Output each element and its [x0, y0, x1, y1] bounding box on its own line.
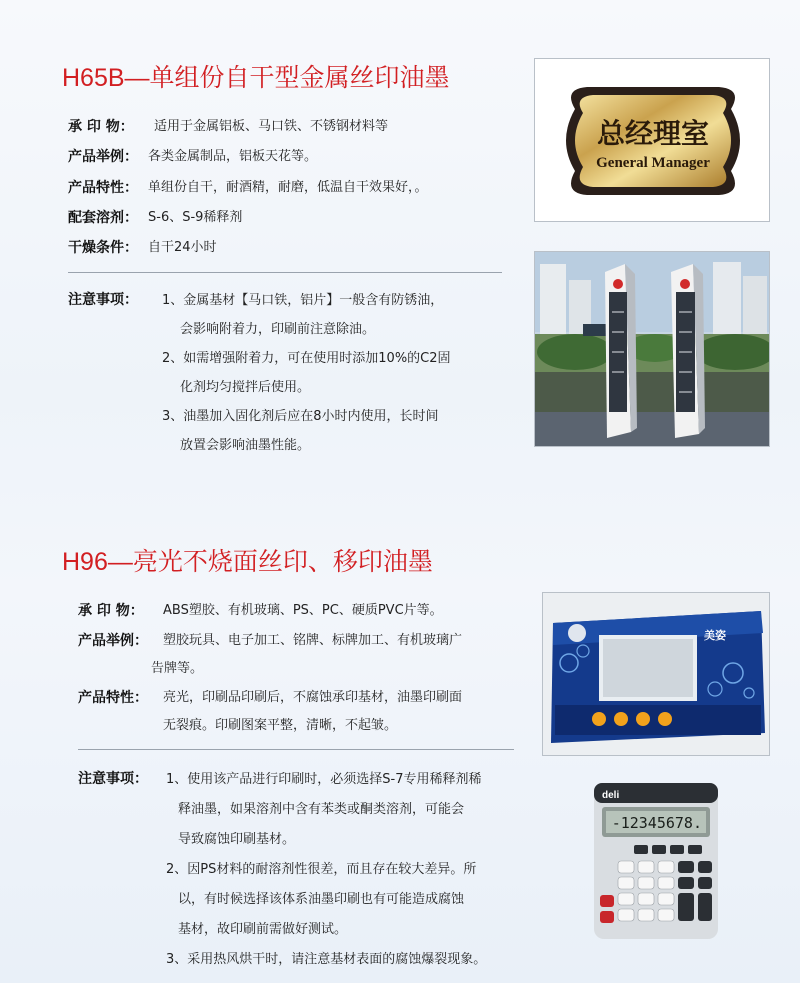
spec-row-properties [78, 688, 462, 736]
spec-value: ABS塑胶、有机玻璃、PS、PC、硬质PVC片等。 [163, 603, 443, 618]
section2-notes-label: 注意事项： [78, 771, 148, 787]
plaque-text-en: General Manager [596, 155, 710, 171]
spec-row-drying [68, 238, 217, 258]
spec-value: 亮光，印刷品印刷后，不腐蚀承印基材，油墨印刷面 [163, 690, 463, 705]
plaque-text-cn: 总经理室 [596, 117, 710, 150]
spec-label: 产品举例： [68, 149, 138, 165]
spec-row-examples [68, 147, 317, 167]
spec-label: 干燥条件： [68, 240, 138, 256]
calculator-photo [542, 779, 770, 943]
calculator-brand-text: deli [602, 790, 620, 801]
spec-row-properties [68, 178, 428, 198]
signage-photo [534, 251, 770, 447]
spec-label: 承 印 物： [68, 119, 134, 135]
spec-value: 自干24小时 [148, 240, 217, 255]
note-line: 以，有时候选择该体系油墨印刷也有可能造成腐蚀 [178, 892, 465, 907]
spec-value: 适用于金属铝板、马口铁、不锈钢材料等 [154, 119, 389, 134]
note-line: 2、如需增强附着力，可在使用时添加10%的C2固 [162, 351, 451, 366]
plaque-photo [534, 58, 770, 222]
section1-title: H65B—单组份自干型金属丝印油墨 [62, 64, 450, 92]
spec-row-examples [78, 631, 462, 679]
note-line: 1、使用该产品进行印刷时，必须选择S-7专用稀释剂稀 [166, 772, 482, 787]
spec-label: 承 印 物： [78, 603, 144, 619]
section2-divider [78, 749, 514, 750]
spec-label: 配套溶剂： [68, 210, 138, 226]
note-line: 释油墨，如果溶剂中含有苯类或酮类溶剂，可能会 [178, 802, 465, 817]
spec-value: 各类金属制品，铝板天花等。 [148, 149, 318, 164]
note-line: 3、油墨加入固化剂后应在8小时内使用，长时间 [162, 409, 439, 424]
panel-brand-text: 美姿 [704, 629, 726, 642]
spec-row-substrate [68, 117, 388, 137]
section2-title: H96—亮光不烧面丝印、移印油墨 [62, 548, 433, 576]
section1-notes-label: 注意事项： [68, 292, 138, 308]
note-line: 化剂均匀搅拌后使用。 [180, 380, 311, 395]
spec-value: 塑胶玩具、电子加工、铭牌、标牌加工、有机玻璃广 [163, 633, 463, 648]
spec-label: 产品特性： [78, 690, 148, 706]
section1-notes [162, 286, 451, 460]
spec-label: 产品举例： [78, 633, 148, 649]
control-panel-photo [542, 592, 770, 756]
calculator-display-text: -12345678. [611, 814, 702, 832]
note-line: 放置会影响油墨性能。 [180, 438, 311, 453]
note-line: 导致腐蚀印刷基材。 [178, 832, 296, 847]
section1-divider [68, 272, 502, 273]
note-line: 基材，故印刷前需做好测试。 [178, 922, 348, 937]
spec-row-substrate [78, 601, 443, 621]
note-line: 会影响附着力，印刷前注意除油。 [180, 322, 376, 337]
spec-row-solvent [68, 208, 242, 228]
note-line: 1、金属基材【马口铁，铝片】一般含有防锈油， [162, 293, 444, 308]
spec-label: 产品特性： [68, 180, 138, 196]
spec-value-cont: 告牌等。 [151, 661, 204, 676]
spec-value-cont: 无裂痕。印刷图案平整，清晰，不起皱。 [163, 718, 398, 733]
section2-notes [166, 765, 486, 975]
note-line: 2、因PS材料的耐溶剂性很差，而且存在较大差异。所 [166, 862, 477, 877]
note-line: 3、采用热风烘干时，请注意基材表面的腐蚀爆裂现象。 [166, 952, 487, 967]
spec-value: S-6、S-9稀释剂 [148, 210, 243, 225]
spec-value: 单组份自干，耐酒精，耐磨，低温自干效果好，。 [148, 180, 428, 195]
